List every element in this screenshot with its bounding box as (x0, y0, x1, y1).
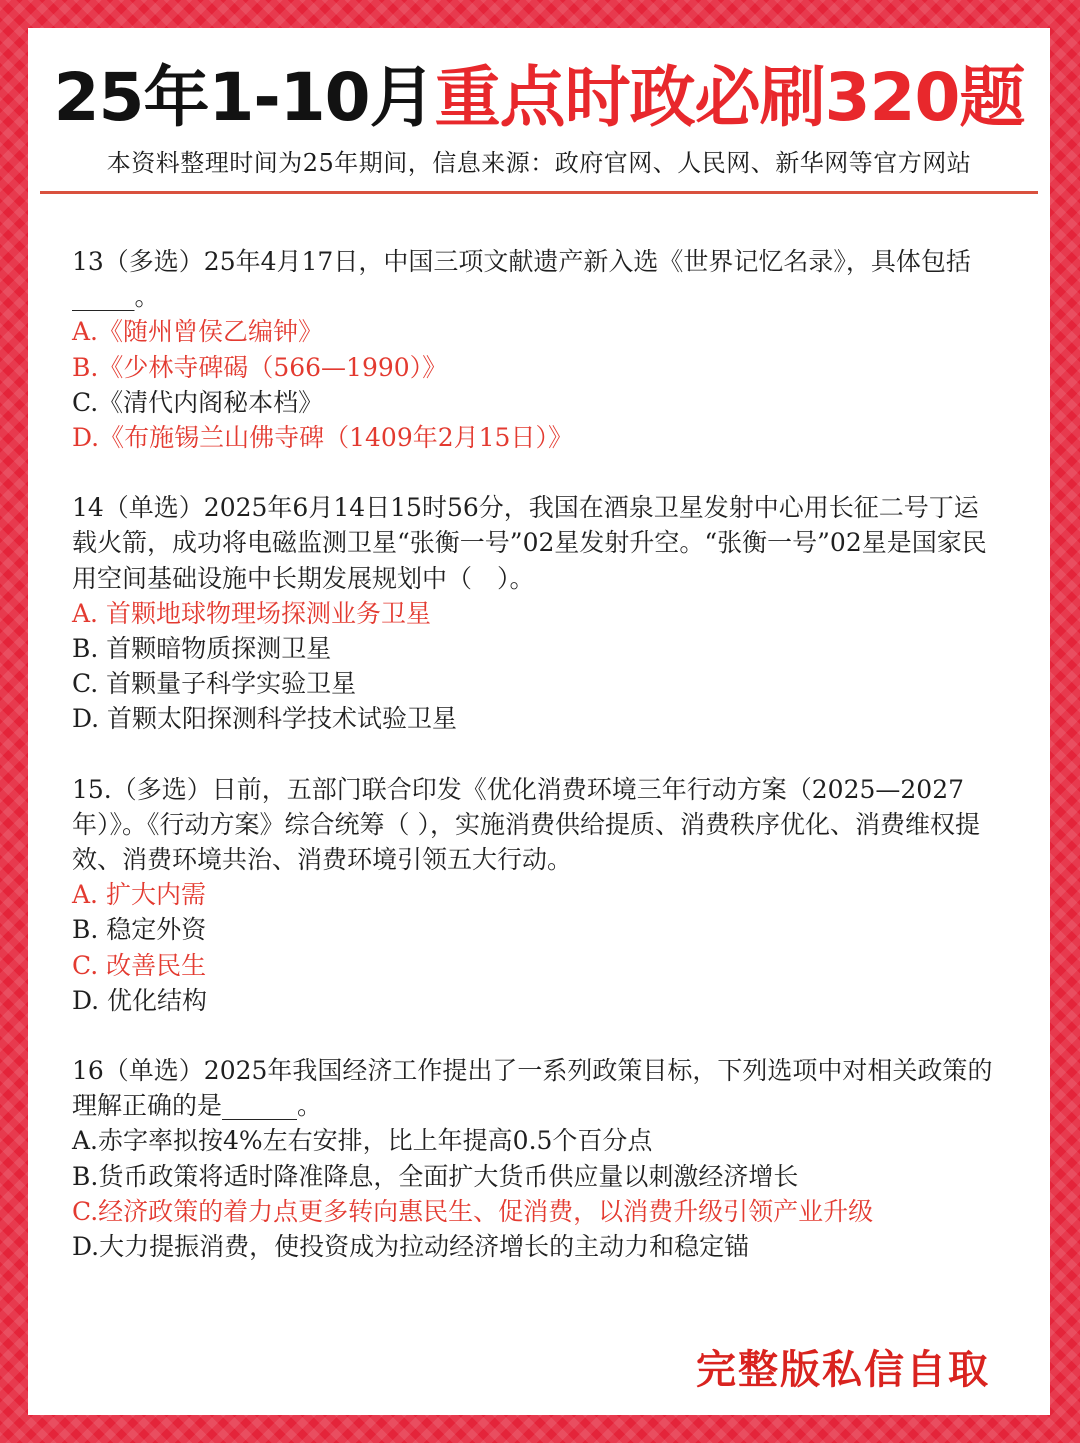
question-16 (72, 1053, 1002, 1264)
answer-option: B.货币政策将适时降准降息，全面扩大货币供应量以刺激经济增长 (72, 1161, 799, 1191)
question-13 (72, 244, 1002, 455)
answer-option: B.《少林寺碑碣（566—1990）》 (72, 352, 448, 382)
question-stem: 15.（多选）日前，五部门联合印发《优化消费环境三年行动方案（2025—2027 年）》。《行动方案》综合统筹（ ），实施消费供给提质、消费秩序优化、消费维权提效、消费环境共治、消费环境引领五大行动。 (72, 774, 980, 875)
header-divider (40, 191, 1038, 194)
footer-cta: 完整版私信自取 (696, 1347, 990, 1393)
document-sheet (28, 28, 1050, 1415)
question-stem: 16（单选）2025年我国经济工作提出了一系列政策目标，下列选项中对相关政策的理解正确的是______。 (72, 1056, 993, 1121)
question-stem: 14（单选）2025年6月14日15时56分，我国在酒泉卫星发射中心用长征二号丁运载火箭，成功将电磁监测卫星“张衡一号”02星发射升空。“张衡一号”02星是国家民用空间基础设施中长期发展规划中（ ）。 (72, 493, 987, 593)
answer-option: A.赤字率拟按4%左右安排，比上年提高0.5个百分点 (72, 1126, 653, 1156)
answer-option: D.《布施锡兰山佛寺碑（1409年2月15日）》 (72, 423, 573, 453)
page-title (28, 50, 1050, 146)
answer-option: A. 首颗地球物理场探测业务卫星 (72, 598, 431, 628)
question-15 (72, 772, 1002, 1018)
answer-option: A.《随州曾侯乙编钟》 (72, 317, 324, 347)
answer-option: D. 优化结构 (72, 985, 208, 1015)
answer-option: A. 扩大内需 (72, 880, 206, 910)
title-date-range: 25年1-10月 (53, 59, 435, 136)
answer-option: B. 首颗暗物质探测卫星 (72, 634, 332, 664)
source-note: 本资料整理时间为25年期间，信息来源：政府官网、人民网、新华网等官方网站 (106, 149, 972, 177)
title-topic: 重点时政必刷320题 (434, 59, 1025, 136)
question-list (72, 244, 1002, 1299)
answer-option: B. 稳定外资 (72, 915, 207, 945)
answer-option: C.《清代内阁秘本档》 (72, 387, 324, 417)
header (28, 28, 1050, 224)
answer-option: C. 首颗量子科学实验卫星 (72, 669, 357, 699)
question-14 (72, 490, 1002, 736)
answer-option: D. 首颗太阳探测科学技术试验卫星 (72, 704, 458, 734)
question-stem: 13（多选）25年4月17日，中国三项文献遗产新入选《世界记忆名录》，具体包括_____。 (72, 247, 971, 312)
answer-option: C. 改善民生 (72, 950, 207, 980)
answer-option: D.大力提振消费，使投资成为拉动经济增长的主动力和稳定锚 (72, 1232, 750, 1262)
answer-option: C.经济政策的着力点更多转向惠民生、促消费，以消费升级引领产业升级 (72, 1196, 874, 1226)
